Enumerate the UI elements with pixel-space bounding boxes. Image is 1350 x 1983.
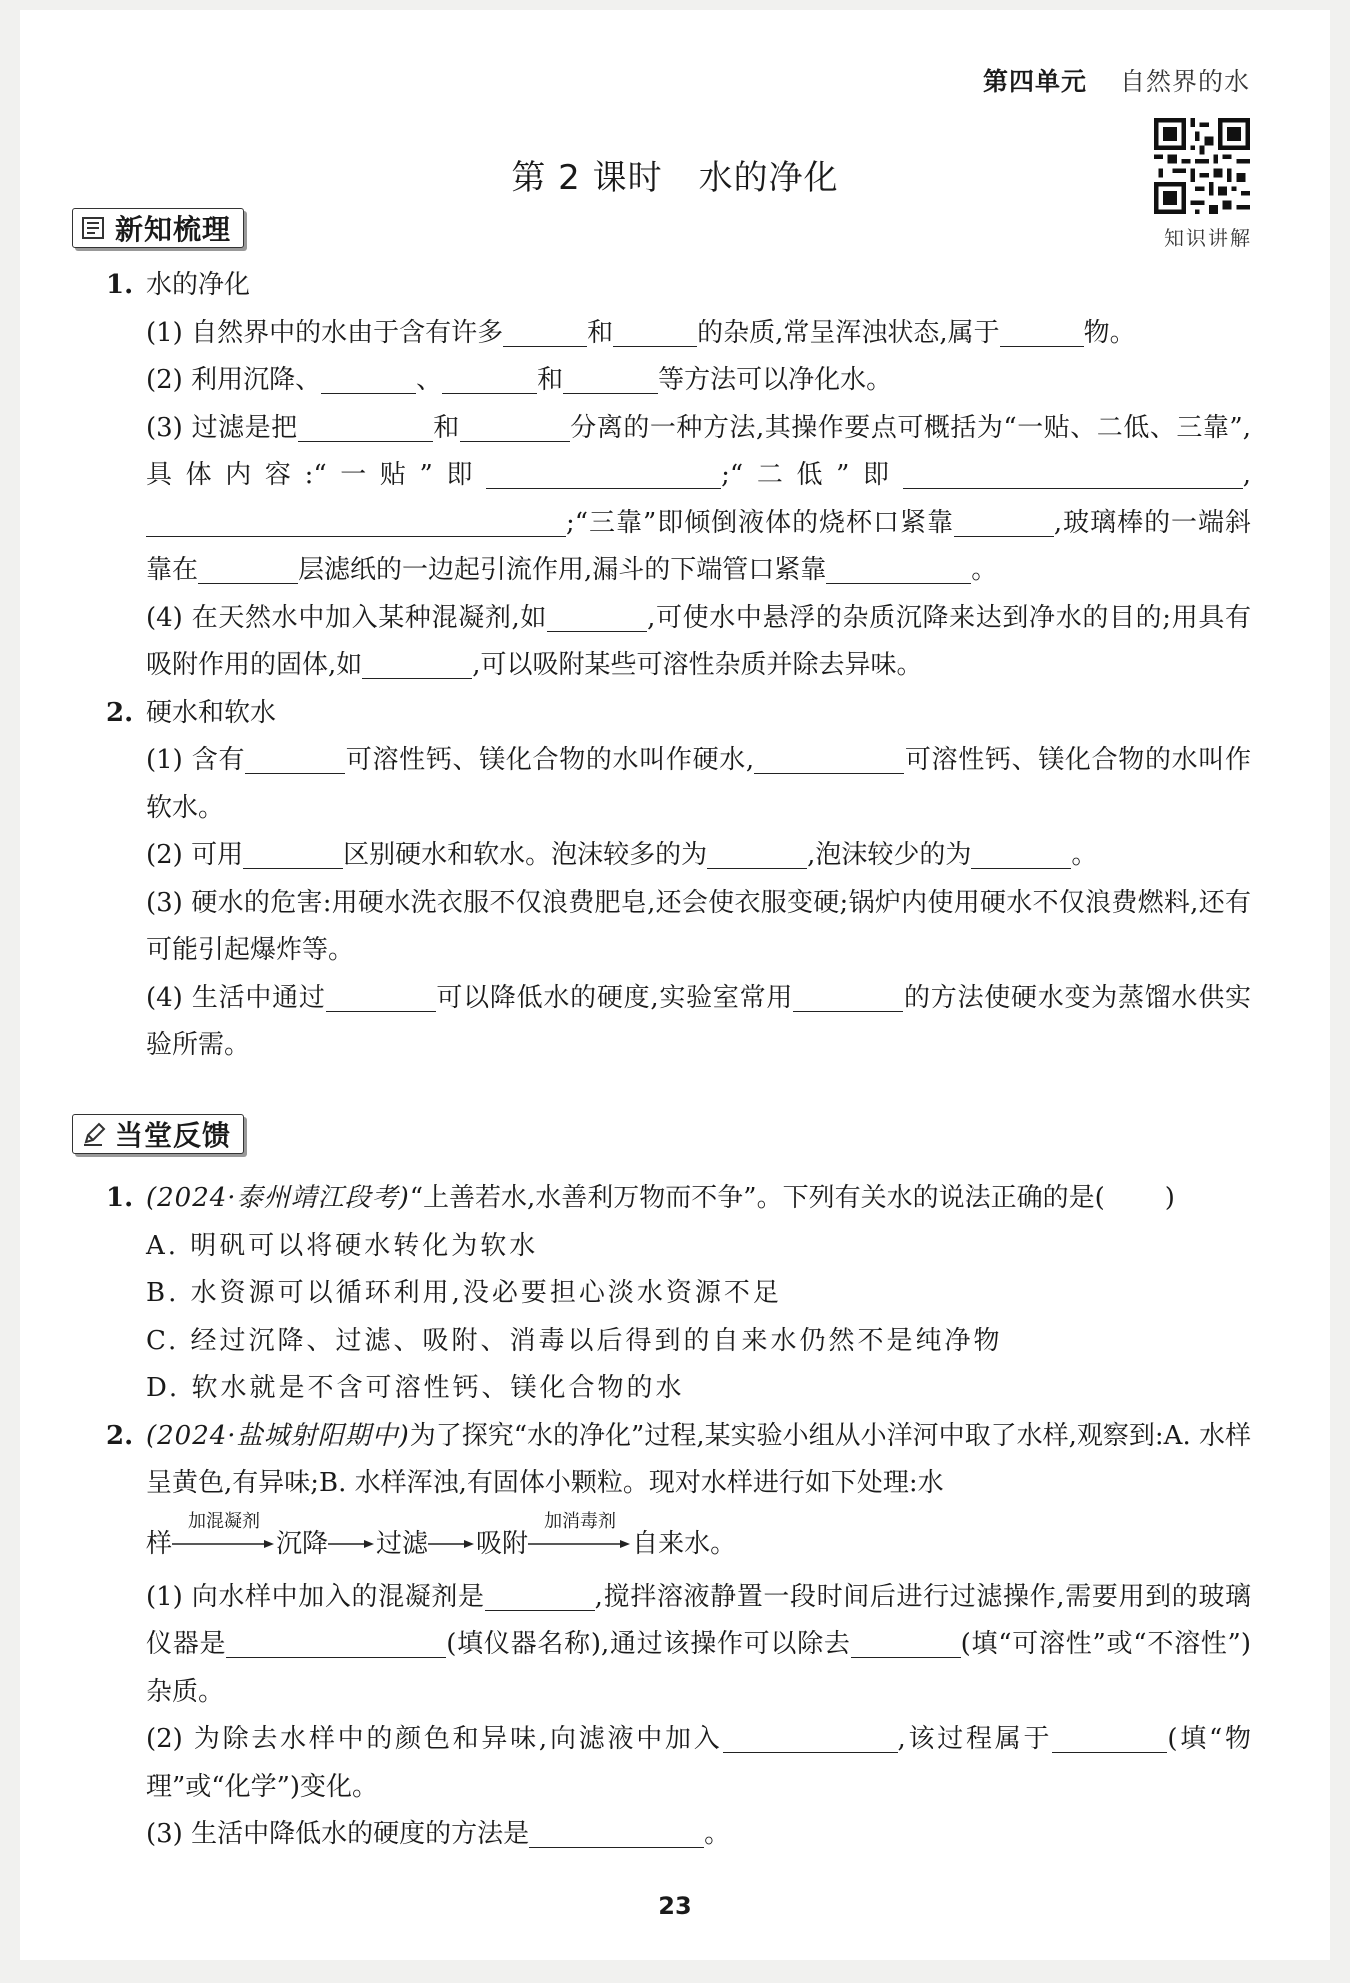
subquestion: (2) 为除去水样中的颜色和异味,向滤液中加入 ,该过程属于 (填“物理”或“化学”)变化。 [146, 1724, 1252, 1802]
choice-option-a: A. 明矾可以将硬水转化为软水 [146, 1230, 539, 1261]
question-heading: 2. 硬水和软水 [106, 697, 277, 728]
answer-blank[interactable] [1052, 1722, 1167, 1753]
subquestion: (4) 生活中通过 可以降低水的硬度,实验室常用 的方法使硬水变为蒸馏水供实验所需。 [146, 982, 1251, 1060]
unit-label: 第四单元 [983, 67, 1088, 96]
subquestion: (3) 生活中降低水的硬度的方法是 。 [146, 1819, 731, 1849]
lesson-title [20, 150, 1330, 199]
answer-blank[interactable] [563, 363, 658, 394]
choice-option-b: B. 水资源可以循环利用,没必要担心淡水资源不足 [146, 1278, 782, 1308]
answer-blank[interactable] [226, 1627, 446, 1658]
answer-blank[interactable] [503, 316, 587, 347]
answer-blank[interactable] [362, 648, 472, 679]
answer-blank[interactable] [613, 316, 697, 347]
choice-option-c: C. 经过沉降、过滤、吸附、消毒以后得到的自来水仍然不是纯净物 [146, 1325, 1003, 1356]
unit-topic: 自然界的水 [1119, 67, 1250, 96]
flow-arrow: 加混凝剂 [172, 1538, 276, 1550]
answer-blank[interactable] [971, 838, 1071, 869]
worksheet-page [20, 10, 1330, 1960]
qr-caption: 知识讲解 [1164, 226, 1252, 250]
subquestion: (3) 过滤是把 和 分离的一种方法,其操作要点可概括为“一贴、二低、三靠”,具体内容:“一贴”即 ;“二低”即 ,;“三靠”即倾倒液体的烧杯口紧靠 ,玻璃棒的一端斜靠在 层滤纸的一边起引流作用,漏斗的下端管口紧靠 。 [146, 412, 1251, 585]
answer-blank[interactable] [547, 601, 647, 632]
question-source: (2024·盐城射阳期中) [146, 1420, 410, 1451]
page-number: 23 [658, 1892, 692, 1920]
answer-blank[interactable] [851, 1627, 961, 1658]
answer-blank[interactable] [146, 506, 566, 537]
question-stem: 2. (2024·盐城射阳期中)为了探究“水的净化”过程,某实验小组从小洋河中取了水样,观察到:A. 水样呈黄色,有异味;B. 水样浑浊,有固体小颗粒。现对水样进行如下处理:水 [106, 1420, 1251, 1498]
process-flow: 样 加混凝剂 沉降 过滤 吸附 加消毒剂 自来水。 [146, 1510, 737, 1559]
answer-blank[interactable] [529, 1817, 704, 1848]
subquestion: (4) 在天然水中加入某种混凝剂,如 ,可使水中悬浮的杂质沉降来达到净水的目的;用具有吸附作用的固体,如 ,可以吸附某些可溶性杂质并除去异味。 [146, 602, 1251, 680]
subquestion: (1) 自然界中的水由于含有许多 和 的杂质,常呈浑浊状态,属于 物。 [146, 317, 1136, 348]
answer-blank[interactable] [903, 458, 1243, 489]
answer-blank[interactable] [485, 1580, 595, 1611]
flow-arrow: 加消毒剂 [528, 1538, 632, 1550]
flow-arrow [328, 1538, 376, 1550]
answer-blank[interactable] [754, 743, 904, 774]
answer-blank[interactable] [198, 553, 298, 584]
lesson-topic: 水的净化 [698, 158, 839, 198]
section-new-knowledge [106, 262, 1251, 1070]
lesson-number: 第 2 课时 [511, 158, 663, 198]
answer-blank[interactable] [321, 363, 416, 394]
subquestion: (1) 含有 可溶性钙、镁化合物的水叫作硬水, 可溶性钙、镁化合物的水叫作软水。 [146, 745, 1251, 823]
subquestion: (2) 利用沉降、 、 和 等方法可以净化水。 [146, 365, 893, 395]
question-source: (2024·泰州靖江段考) [146, 1183, 410, 1213]
answer-blank[interactable] [826, 553, 971, 584]
answer-blank[interactable] [245, 743, 345, 774]
answer-blank[interactable] [954, 506, 1054, 537]
subquestion: (3) 硬水的危害:用硬水洗衣服不仅浪费肥皂,还会使衣服变硬;锅炉内使用硬水不仅浪费燃料,还有可能引起爆炸等。 [146, 887, 1251, 965]
answer-blank[interactable] [298, 411, 433, 442]
section-feedback [106, 1175, 1251, 1859]
section-label: 当堂反馈 [115, 1119, 232, 1152]
subquestion: (1) 向水样中加入的混凝剂是 ,搅拌溶液静置一段时间后进行过滤操作,需要用到的玻璃仪器是 (填仪器名称),通过该操作可以除去 (填“可溶性”或“不溶性”)杂质。 [146, 1581, 1251, 1707]
subquestion: (2) 可用 区别硬水和软水。泡沫较多的为 ,泡沫较少的为 。 [146, 840, 1098, 870]
flow-arrow [428, 1538, 476, 1550]
running-header [983, 62, 1250, 98]
answer-blank[interactable] [793, 981, 903, 1012]
answer-blank[interactable] [723, 1722, 898, 1753]
answer-blank[interactable] [486, 458, 721, 489]
answer-blank[interactable] [1000, 316, 1084, 347]
section-label: 新知梳理 [115, 213, 232, 246]
answer-blank[interactable] [460, 411, 570, 442]
answer-blank[interactable] [442, 363, 537, 394]
question-heading: 1. 水的净化 [106, 270, 251, 300]
section-badge-new-knowledge [72, 208, 244, 248]
answer-blank[interactable] [326, 981, 436, 1012]
notebook-icon [79, 213, 109, 243]
answer-blank[interactable] [707, 838, 807, 869]
choice-option-d: D. 软水就是不含可溶性钙、镁化合物的水 [146, 1373, 685, 1403]
question-stem: 1. (2024·泰州靖江段考)“上善若水,水善利万物而不争”。下列有关水的说法正确的是( ) [106, 1183, 1175, 1213]
pencil-icon [79, 1119, 109, 1149]
answer-blank[interactable] [243, 838, 343, 869]
section-badge-feedback [72, 1114, 244, 1154]
